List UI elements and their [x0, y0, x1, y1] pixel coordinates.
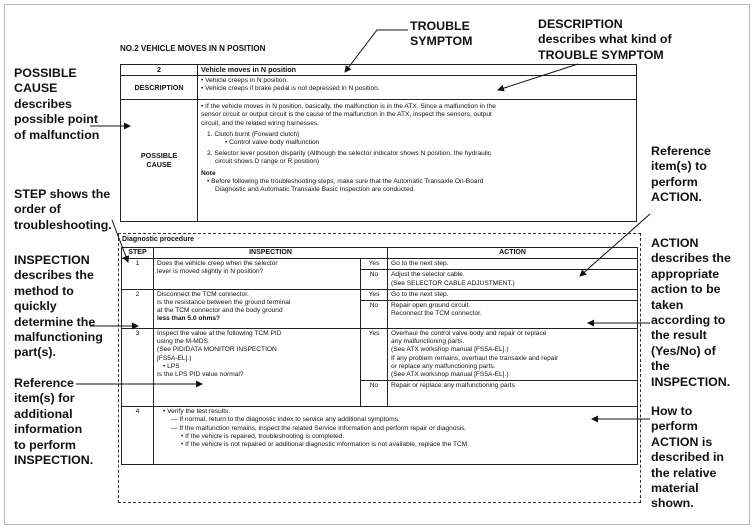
- annotation-line: Reference: [14, 376, 74, 390]
- annotation-line: possible point: [14, 112, 98, 127]
- annotation-line: ACTION: [651, 236, 699, 250]
- annotation-line: appropriate: [651, 266, 720, 281]
- header-action: ACTION: [388, 248, 638, 259]
- table-row: 4 • Verify the test results. — If normal, return to the diagnostic index to service any additional symptoms. — If the malfunction remains, inspect the related Service Information and perform repair or diagnosis. • If the vehicle is repaired, troubleshooting is completed. • If the vehicle is not repaired or additional diagnostic information is not available, replace the TCM.: [122, 407, 638, 465]
- annotation-line: INSPECTION.: [651, 374, 731, 389]
- annotation-line: information: [14, 422, 83, 437]
- annotation-line: described in: [651, 450, 724, 465]
- symptom-number: 2: [121, 65, 198, 76]
- annotation-line: How to: [651, 404, 693, 418]
- annotation-line: Reference: [651, 144, 711, 158]
- annotation-line: STEP shows the: [14, 187, 111, 201]
- doc-title: NO.2 VEHICLE MOVES IN N POSITION: [120, 44, 266, 53]
- annotation-line: TROUBLE: [410, 19, 470, 33]
- arrow-description: [498, 64, 578, 90]
- annotation-line: order of: [14, 202, 61, 217]
- annotation-line: according to: [651, 313, 726, 328]
- annotation-line: the: [651, 359, 670, 374]
- annotation-line: malfunctioning: [14, 330, 103, 345]
- annotation-line: quickly: [14, 299, 57, 314]
- annotation-line: describes what kind of: [538, 32, 672, 47]
- possible-cause-label: POSSIBLE CAUSE: [121, 100, 198, 222]
- symptom-title: Vehicle moves in N position: [198, 65, 637, 76]
- annotation-line: describes: [14, 96, 72, 111]
- table-row: No Repair open ground circuit. Reconnect the TCM connector.: [122, 301, 638, 329]
- annotation-line: INSPECTION.: [14, 453, 94, 468]
- table-row: No Repair or replace any malfunctioning parts: [122, 381, 638, 407]
- annotation-line: of malfunction: [14, 127, 100, 142]
- annotation-line: taken: [651, 297, 684, 312]
- annotation-line: SYMPTOM: [410, 34, 473, 49]
- annotation-line: determine the: [14, 314, 96, 329]
- annotation-line: ACTION is: [651, 434, 713, 449]
- header-step: STEP: [122, 248, 154, 259]
- annotation-line: perform: [651, 419, 698, 434]
- header-inspection: INSPECTION: [154, 248, 388, 259]
- annotation-line: shown.: [651, 496, 694, 511]
- arrow-reference-action: [580, 214, 650, 276]
- annotation-line: CAUSE: [14, 81, 58, 96]
- annotation-line: DESCRIPTION: [538, 17, 623, 31]
- annotation-line: part(s).: [14, 345, 56, 360]
- annotation-line: action to be: [651, 282, 721, 297]
- annotation-line: POSSIBLE: [14, 66, 77, 80]
- description-text: • Vehicle creeps in N position. • Vehicle creeps if brake pedal is not depressed in N position.: [198, 76, 637, 100]
- table-row: 2 Disconnect the TCM connector. Is the resistance between the ground terminal at the TCM connector and the body ground less than 5.0 ohms? Yes Go to the next step.: [122, 289, 638, 300]
- annotation-line: to perform: [14, 437, 76, 452]
- annotation-line: item(s) to: [651, 159, 707, 174]
- arrow-trouble-symptom: [345, 30, 408, 72]
- annotation-line: perform: [651, 174, 698, 189]
- annotation-line: the result: [651, 328, 707, 343]
- table-row: 3 Inspect the value at the following TCM PID using the M-MDS. (See PID/DATA MONITOR INSPECTION [FS5A-EL].) • LPS Is the LPS PID value normal? Yes Overhaul the control valve body and repair or replace any malfunctioning parts. (See ATX workshop manual [FS5A-EL].) If any problem remains, overhaul the transaxle and repair or replace any malfunctioning parts. (See ATX workshop manual [FS5A-EL].): [122, 329, 638, 381]
- diagnostic-procedure-title: Diagnostic procedure: [122, 236, 194, 243]
- annotation-line: describes the: [651, 251, 731, 266]
- annotation-line: describes the: [14, 268, 94, 283]
- annotation-line: TROUBLE SYMPTOM: [538, 47, 664, 62]
- table-row: 1 Does the vehicle creep when the selector lever is moved slightly in N position? Yes Go to the next step.: [122, 259, 638, 270]
- description-label: DESCRIPTION: [121, 76, 198, 100]
- annotation-line: method to: [14, 283, 74, 298]
- annotation-line: troubleshooting.: [14, 217, 112, 232]
- possible-cause-text: • If the vehicle moves in N position, basically, the malfunction is in the ATX. Since a malfunction in the sensor circuit or output circuit is the cause of the malfunction in the ATX, inspect the sensors, output circuit, and the related wiring harnesses. 1. Clutch burnt (Forward clutch) • Control valve body malfunction 2. Selector lever position disparity (Although the selector indicator shows N position, the hydraulic circuit shows D range or R position) Note • Before following the troubleshooting steps, make sure that the Automatic Transaxle On-Board Diagnostic and Automatic Transaxle Basic Inspection are conducted.: [198, 100, 637, 222]
- arrow-step: [112, 220, 128, 262]
- annotation-line: INSPECTION: [14, 253, 90, 267]
- annotation-line: material: [651, 481, 699, 496]
- annotation-line: (Yes/No) of: [651, 343, 716, 358]
- annotation-line: additional: [14, 406, 73, 421]
- table-row: No Adjust the selector cable. (See SELECTOR CABLE ADJUSTMENT.): [122, 270, 638, 289]
- annotation-line: item(s) for: [14, 391, 75, 406]
- annotation-line: ACTION.: [651, 190, 702, 205]
- annotation-line: the relative: [651, 465, 717, 480]
